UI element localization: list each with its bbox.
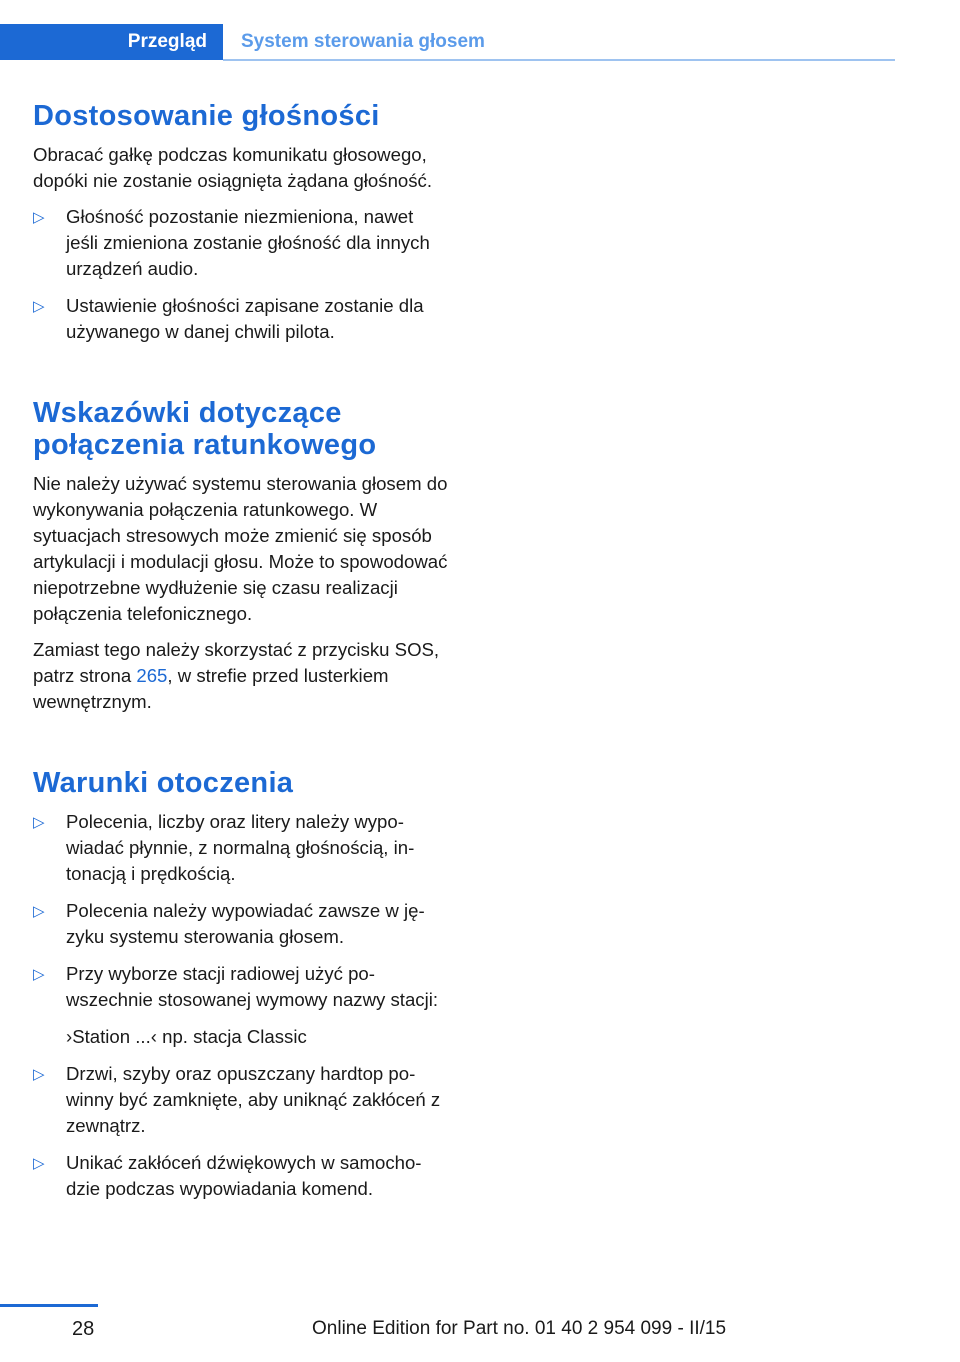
list-item: ▷ Głośność pozostanie niezmieniona, nawet jeśli zmieniona zostanie głośność dla innych urządzeń audio. xyxy=(33,206,430,279)
list-item: ▷ Drzwi, szyby oraz opuszczany hardtop powinny być zamknięte, aby uniknąć zakłóceń z zewnątrz. xyxy=(33,1063,441,1136)
triangle-bullet-icon: ▷ xyxy=(33,1155,45,1172)
paragraph-volume: Obracać gałkę podczas komunikatu głosowego, dopóki nie zostanie osiągnięta żądana głośność. xyxy=(33,144,433,191)
heading-volume: Dostosowanie głośności xyxy=(33,100,380,132)
page-link-265[interactable]: 265 xyxy=(136,665,168,686)
triangle-bullet-icon: ▷ xyxy=(33,966,45,983)
triangle-bullet-icon: ▷ xyxy=(33,903,45,920)
heading-environment: Warunki otoczenia xyxy=(33,767,294,799)
page-number: 28 xyxy=(72,1318,95,1340)
list-environment xyxy=(33,809,449,1013)
triangle-bullet-icon: ▷ xyxy=(33,814,45,831)
list-volume xyxy=(33,204,449,345)
edition-text: Online Edition for Part no. 01 40 2 954 099 - II/15 xyxy=(312,1318,727,1339)
example-command: ›Station ...‹ np. stacja Classic xyxy=(66,1026,307,1047)
paragraph-emergency: Nie należy używać systemu sterowania głosem do wykonywania połączenia ratunkowego. W sytuacjach stresowych może zmienić się sposób artykulacji i modulacji głosu. Może to spowodować niepotrzebne wydłużenie się czasu realizacji połączenia telefonicznego. xyxy=(33,473,448,624)
list-environment-cont xyxy=(33,1061,449,1202)
triangle-bullet-icon: ▷ xyxy=(33,1066,45,1083)
page-header xyxy=(0,24,895,62)
list-item: ▷ Przy wyborze stacji radiowej użyć powszechnie stosowanej wymowy nazwy stacji: xyxy=(33,963,439,1010)
list-item: ▷ Ustawienie głośności zapisane zostanie dla używanego w danej chwili pilota. xyxy=(33,295,424,342)
heading-emergency: Wskazówki dotyczące połączenia ratunkowego xyxy=(33,397,377,461)
header-tab-chapter: System sterowania głosem xyxy=(241,31,485,52)
list-item: ▷ Unikać zakłóceń dźwiękowych w samochodzie podczas wypowiadania komend. xyxy=(33,1152,422,1199)
triangle-bullet-icon: ▷ xyxy=(33,298,45,315)
header-tab-active-label: Przegląd xyxy=(127,31,207,52)
triangle-bullet-icon: ▷ xyxy=(33,209,45,226)
main-content xyxy=(33,100,449,1213)
footer-accent-bar xyxy=(0,1304,98,1307)
header-tab-active xyxy=(0,24,223,60)
paragraph-sos: Zamiast tego należy skorzystać z przycisku SOS, patrz strona 265, w strefie przed lusterkiem wewnętrznym. xyxy=(33,639,440,712)
list-item: ▷ Polecenia należy wypowiadać zawsze w języku systemu sterowania głosem. xyxy=(33,900,425,947)
list-item: ▷ Polecenia, liczby oraz litery należy wypowiadać płynnie, z normalną głośnością, intonacją i prędkością. xyxy=(33,811,415,884)
header-rule xyxy=(223,59,895,61)
